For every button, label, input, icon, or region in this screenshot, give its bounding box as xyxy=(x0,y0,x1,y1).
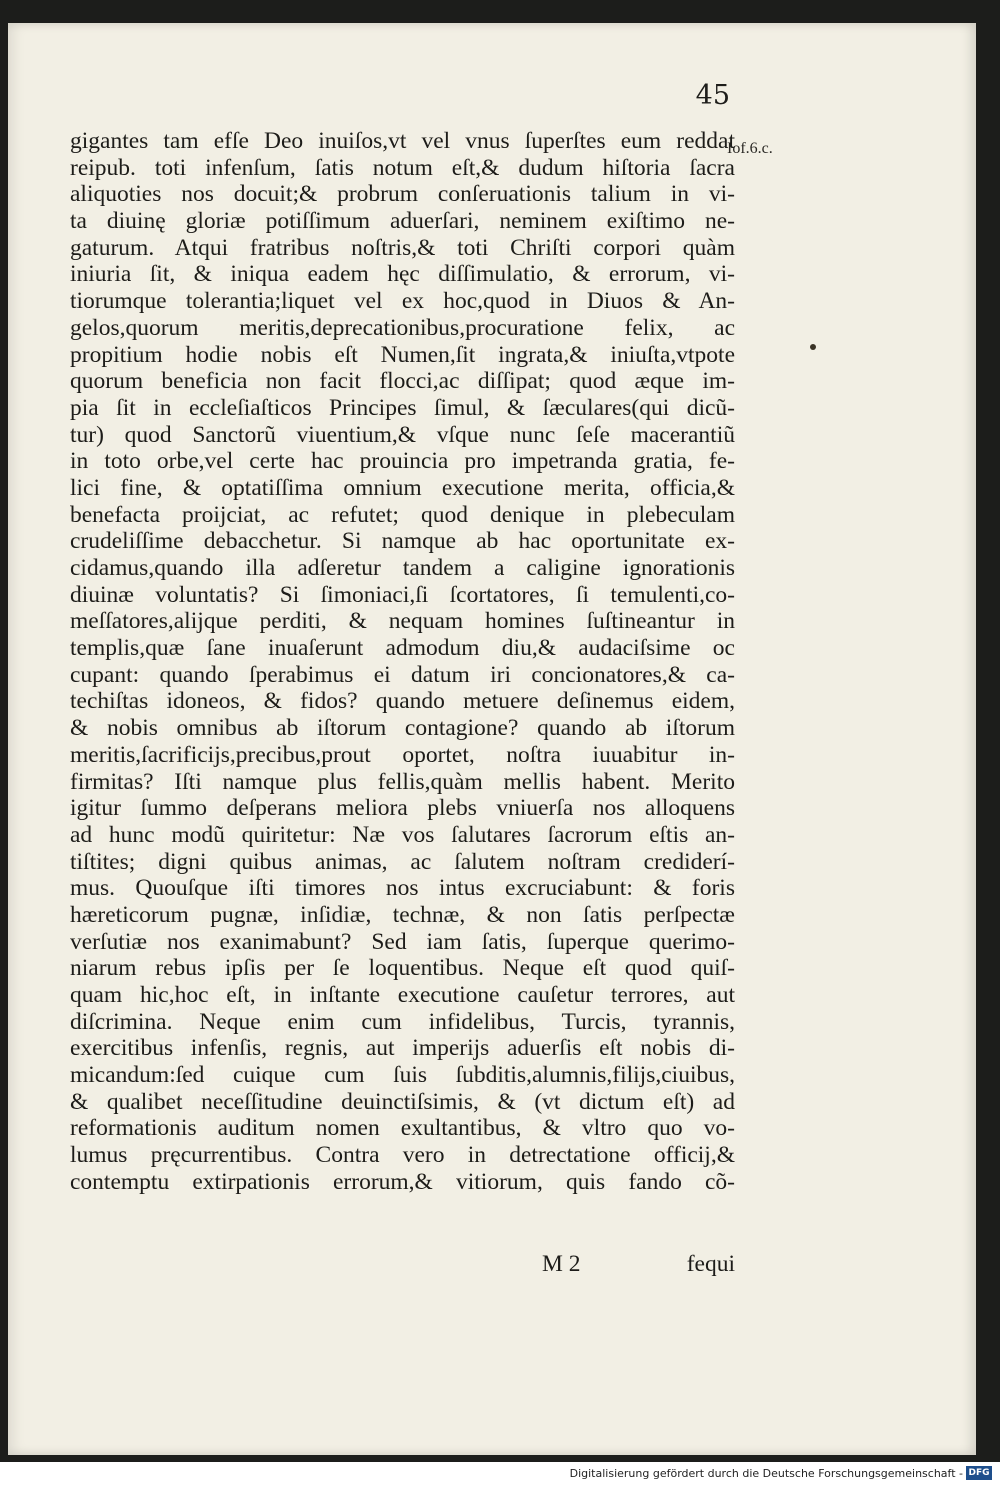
text-line: exercitibus infenſis, regnis, aut imperijs aduerſis eſt nobis di- xyxy=(70,1035,735,1062)
text-line: diſcrimina. Neque enim cum infidelibus, Turcis, tyrannis, xyxy=(70,1008,735,1035)
text-line: iniuria ſit, & iniqua eadem hęc diſſimulatio, & errorum, vi- xyxy=(70,261,735,288)
text-line: reipub. toti infenſum, ſatis notum eſt,& dudum hiſtoria ſacra xyxy=(70,154,735,181)
text-line: meritis,ſacrificijs,precibus,prout oportet, noſtra iuuabitur in- xyxy=(70,741,735,768)
text-line: mus. Quouſque iſti timores nos intus excruciabunt: & foris xyxy=(70,875,735,902)
text-line: aliquoties nos docuit;& probrum conſeruationis talium in vi- xyxy=(70,181,735,208)
text-line: in toto orbe,vel certe hac prouincia pro impetranda gratia, fe- xyxy=(70,448,735,475)
text-line: lici fine, & optatiſſima omnium executione merita, officia,& xyxy=(70,474,735,501)
text-line: ad hunc modũ quiritetur: Næ vos ſalutares ſacrorum eſtis an- xyxy=(70,821,735,848)
signature-mark: M 2 xyxy=(542,1251,581,1277)
text-line: contemptu extirpationis errorum,& vitiorum, quis fando cõ- xyxy=(70,1168,735,1195)
text-line: reformationis auditum nomen exultantibus, & vltro quo vo- xyxy=(70,1115,735,1142)
text-line: igitur ſummo deſperans meliora plebs vniuerſa nos alloquens xyxy=(70,795,735,822)
text-line: verſutiæ nos exanimabunt? Sed iam ſatis, ſuperque querimo- xyxy=(70,928,735,955)
text-line: templis,quæ ſane inuaſerunt admodum diu,& audaciſsime oc xyxy=(70,635,735,662)
text-line: diuinæ voluntatis? Si ſimoniaci,ſi ſcortatores, ſi temulenti,co- xyxy=(70,581,735,608)
text-line: ta diuinę gloriæ potiſſimum aduerſari, neminem exiſtimo ne- xyxy=(70,208,735,235)
text-line: niarum rebus ipſis per ſe loquentibus. Neque eſt quod quiſ- xyxy=(70,955,735,982)
text-line: gelos,quorum meritis,deprecationibus,procuratione felix, ac xyxy=(70,314,735,341)
margin-note: Iof.6.c. xyxy=(727,140,773,157)
text-line: tiſtites; digni quibus animas, ac ſalutem noſtram crediderí- xyxy=(70,848,735,875)
text-line: hæreticorum pugnæ, inſidiæ, technæ, & non ſatis perſpectæ xyxy=(70,901,735,928)
text-line: benefacta proijciat, ac refutet; quod denique in plebeculam xyxy=(70,501,735,528)
page-number: 45 xyxy=(695,80,730,111)
digitization-credit-bar xyxy=(0,1462,1000,1485)
text-line: propitium hodie nobis eſt Numen,ſit ingrata,& iniuſta,vtpote xyxy=(70,341,735,368)
text-line: gaturum. Atqui fratribus noſtris,& toti Chriſti corpori quàm xyxy=(70,234,735,261)
text-line: tiorumque tolerantia;liquet vel ex hoc,quod in Diuos & An- xyxy=(70,288,735,315)
ink-spot xyxy=(810,344,816,350)
text-line: techiſtas idoneos, & fidos? quando metuere deſinemus eidem, xyxy=(70,688,735,715)
text-line: micandum:ſed cuique cum ſuis ſubditis,alumnis,filijs,ciuibus, xyxy=(70,1062,735,1089)
body-text xyxy=(70,128,735,1196)
text-line: & nobis omnibus ab iſtorum contagione? quando ab iſtorum xyxy=(70,715,735,742)
text-line: crudeliſſime debacchetur. Si namque ab hac oportunitate ex- xyxy=(70,528,735,555)
text-line: meſſatores,alijque perditi, & nequam homines ſuſtineantur in xyxy=(70,608,735,635)
text-line: gigantes tam efſe Deo inuiſos,vt vel vnus ſuperſtes eum reddat xyxy=(70,128,735,154)
text-line: cupant: quando ſperabimus ei datum iri concionatores,& ca- xyxy=(70,661,735,688)
text-line: cidamus,quando illa adſeretur tandem a caligine ignorationis xyxy=(70,555,735,581)
text-line: pia ſit in eccleſiaſticos Principes ſimul, & ſæculares(qui dicũ- xyxy=(70,394,735,421)
text-line: quorum beneficia non facit flocci,ac diſſipat; quod æque im- xyxy=(70,368,735,395)
text-line: firmitas? Iſti namque plus fellis,quàm mellis habent. Merito xyxy=(70,768,735,795)
page-footer xyxy=(70,1251,735,1279)
catchword: fequi xyxy=(686,1251,735,1277)
text-line: lumus pręcurrentibus. Contra vero in detrectatione officij,& xyxy=(70,1142,735,1169)
dfg-logo: DFG xyxy=(966,1466,992,1480)
text-line: quam hic,hoc eſt, in inſtante executione cauſetur terrores, aut xyxy=(70,982,735,1008)
text-line: & qualibet neceſſitudine deuinctiſsimis, & (vt dictum eſt) ad xyxy=(70,1088,735,1115)
digitization-credit: Digitalisierung gefördert durch die Deutsche Forschungsgemeinschaft - xyxy=(569,1467,963,1480)
text-line: tur) quod Sanctorũ viuentium,& vſque nunc ſeſe macerantiũ xyxy=(70,421,735,448)
